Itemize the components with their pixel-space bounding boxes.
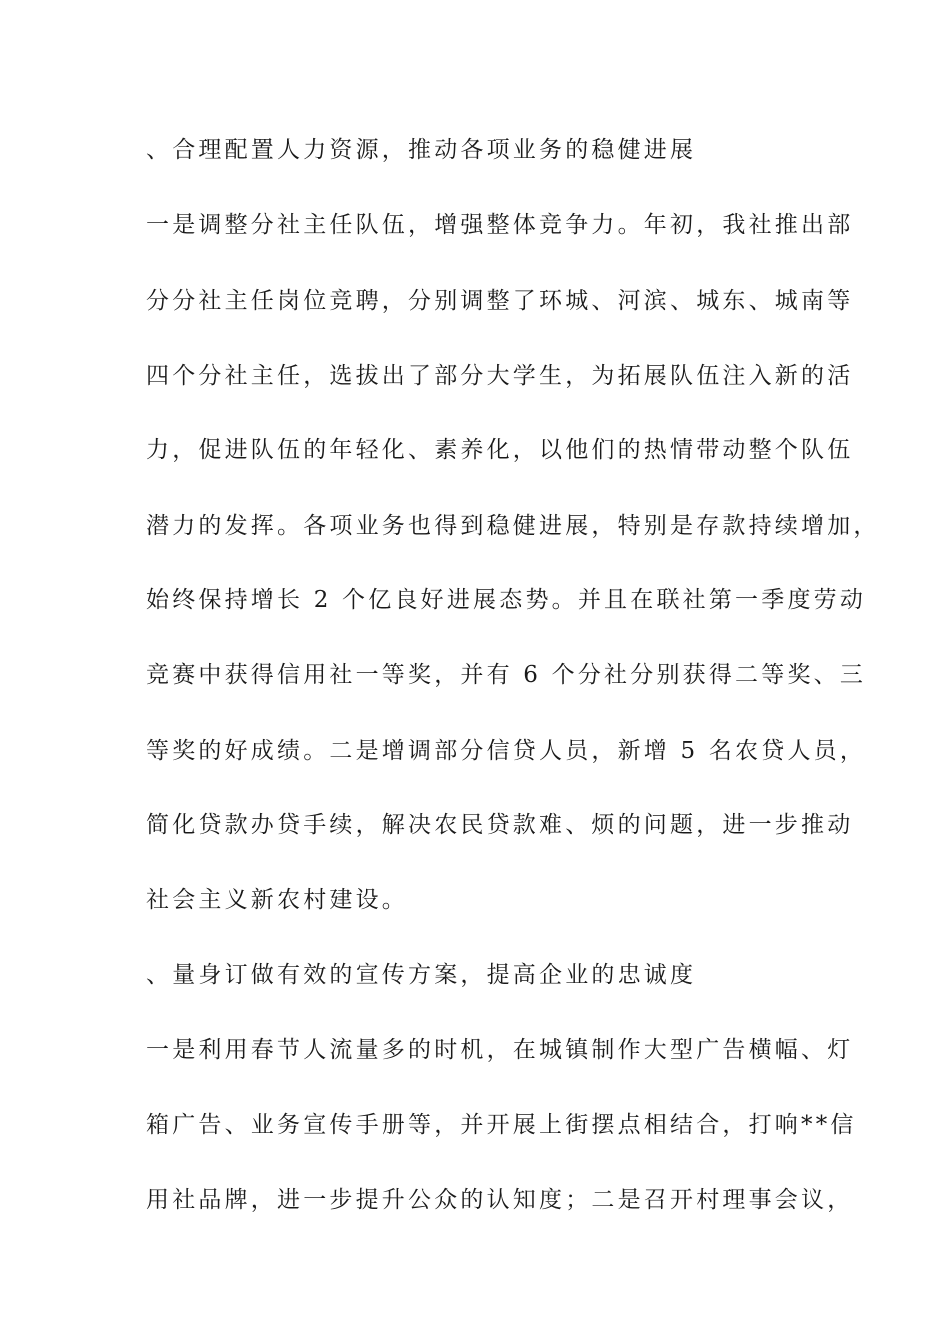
paragraph-line: 四个分社主任，选拔出了部分大学生，为拓展队伍注入新的活: [146, 363, 854, 389]
paragraph-line: 简化贷款办贷手续，解决农民贷款难、烦的问题，进一步推动: [146, 812, 854, 838]
paragraph-line: 社会主义新农村建设。: [146, 887, 408, 913]
section-heading-2: 、量身订做有效的宣传方案，提高企业的忠诚度: [146, 962, 697, 988]
paragraph-line: 始终保持增长 2 个亿良好进展态势。并且在联社第一季度劳动: [146, 587, 867, 613]
paragraph-line: 分分社主任岗位竞聘，分别调整了环城、河滨、城东、城南等: [146, 288, 854, 314]
paragraph-line: 力，促进队伍的年轻化、素养化，以他们的热情带动整个队伍: [146, 437, 854, 463]
paragraph-line: 一是利用春节人流量多的时机，在城镇制作大型广告横幅、灯: [146, 1037, 854, 1063]
paragraph-line: 箱广告、业务宣传手册等，并开展上街摆点相结合，打响**信: [146, 1112, 857, 1138]
section-heading-1: 、合理配置人力资源，推动各项业务的稳健进展: [146, 137, 697, 163]
paragraph-line: 竞赛中获得信用社一等奖，并有 6 个分社分别获得二等奖、三: [146, 662, 867, 688]
paragraph-line: 潜力的发挥。各项业务也得到稳健进展，特别是存款持续增加，: [146, 513, 880, 539]
paragraph-line: 一是调整分社主任队伍，增强整体竞争力。年初，我社推出部: [146, 212, 854, 238]
paragraph-line: 等奖的好成绩。二是增调部分信贷人员，新增 5 名农贷人员，: [146, 738, 867, 764]
paragraph-line: 用社品牌，进一步提升公众的认知度；二是召开村理事会议，: [146, 1187, 854, 1213]
